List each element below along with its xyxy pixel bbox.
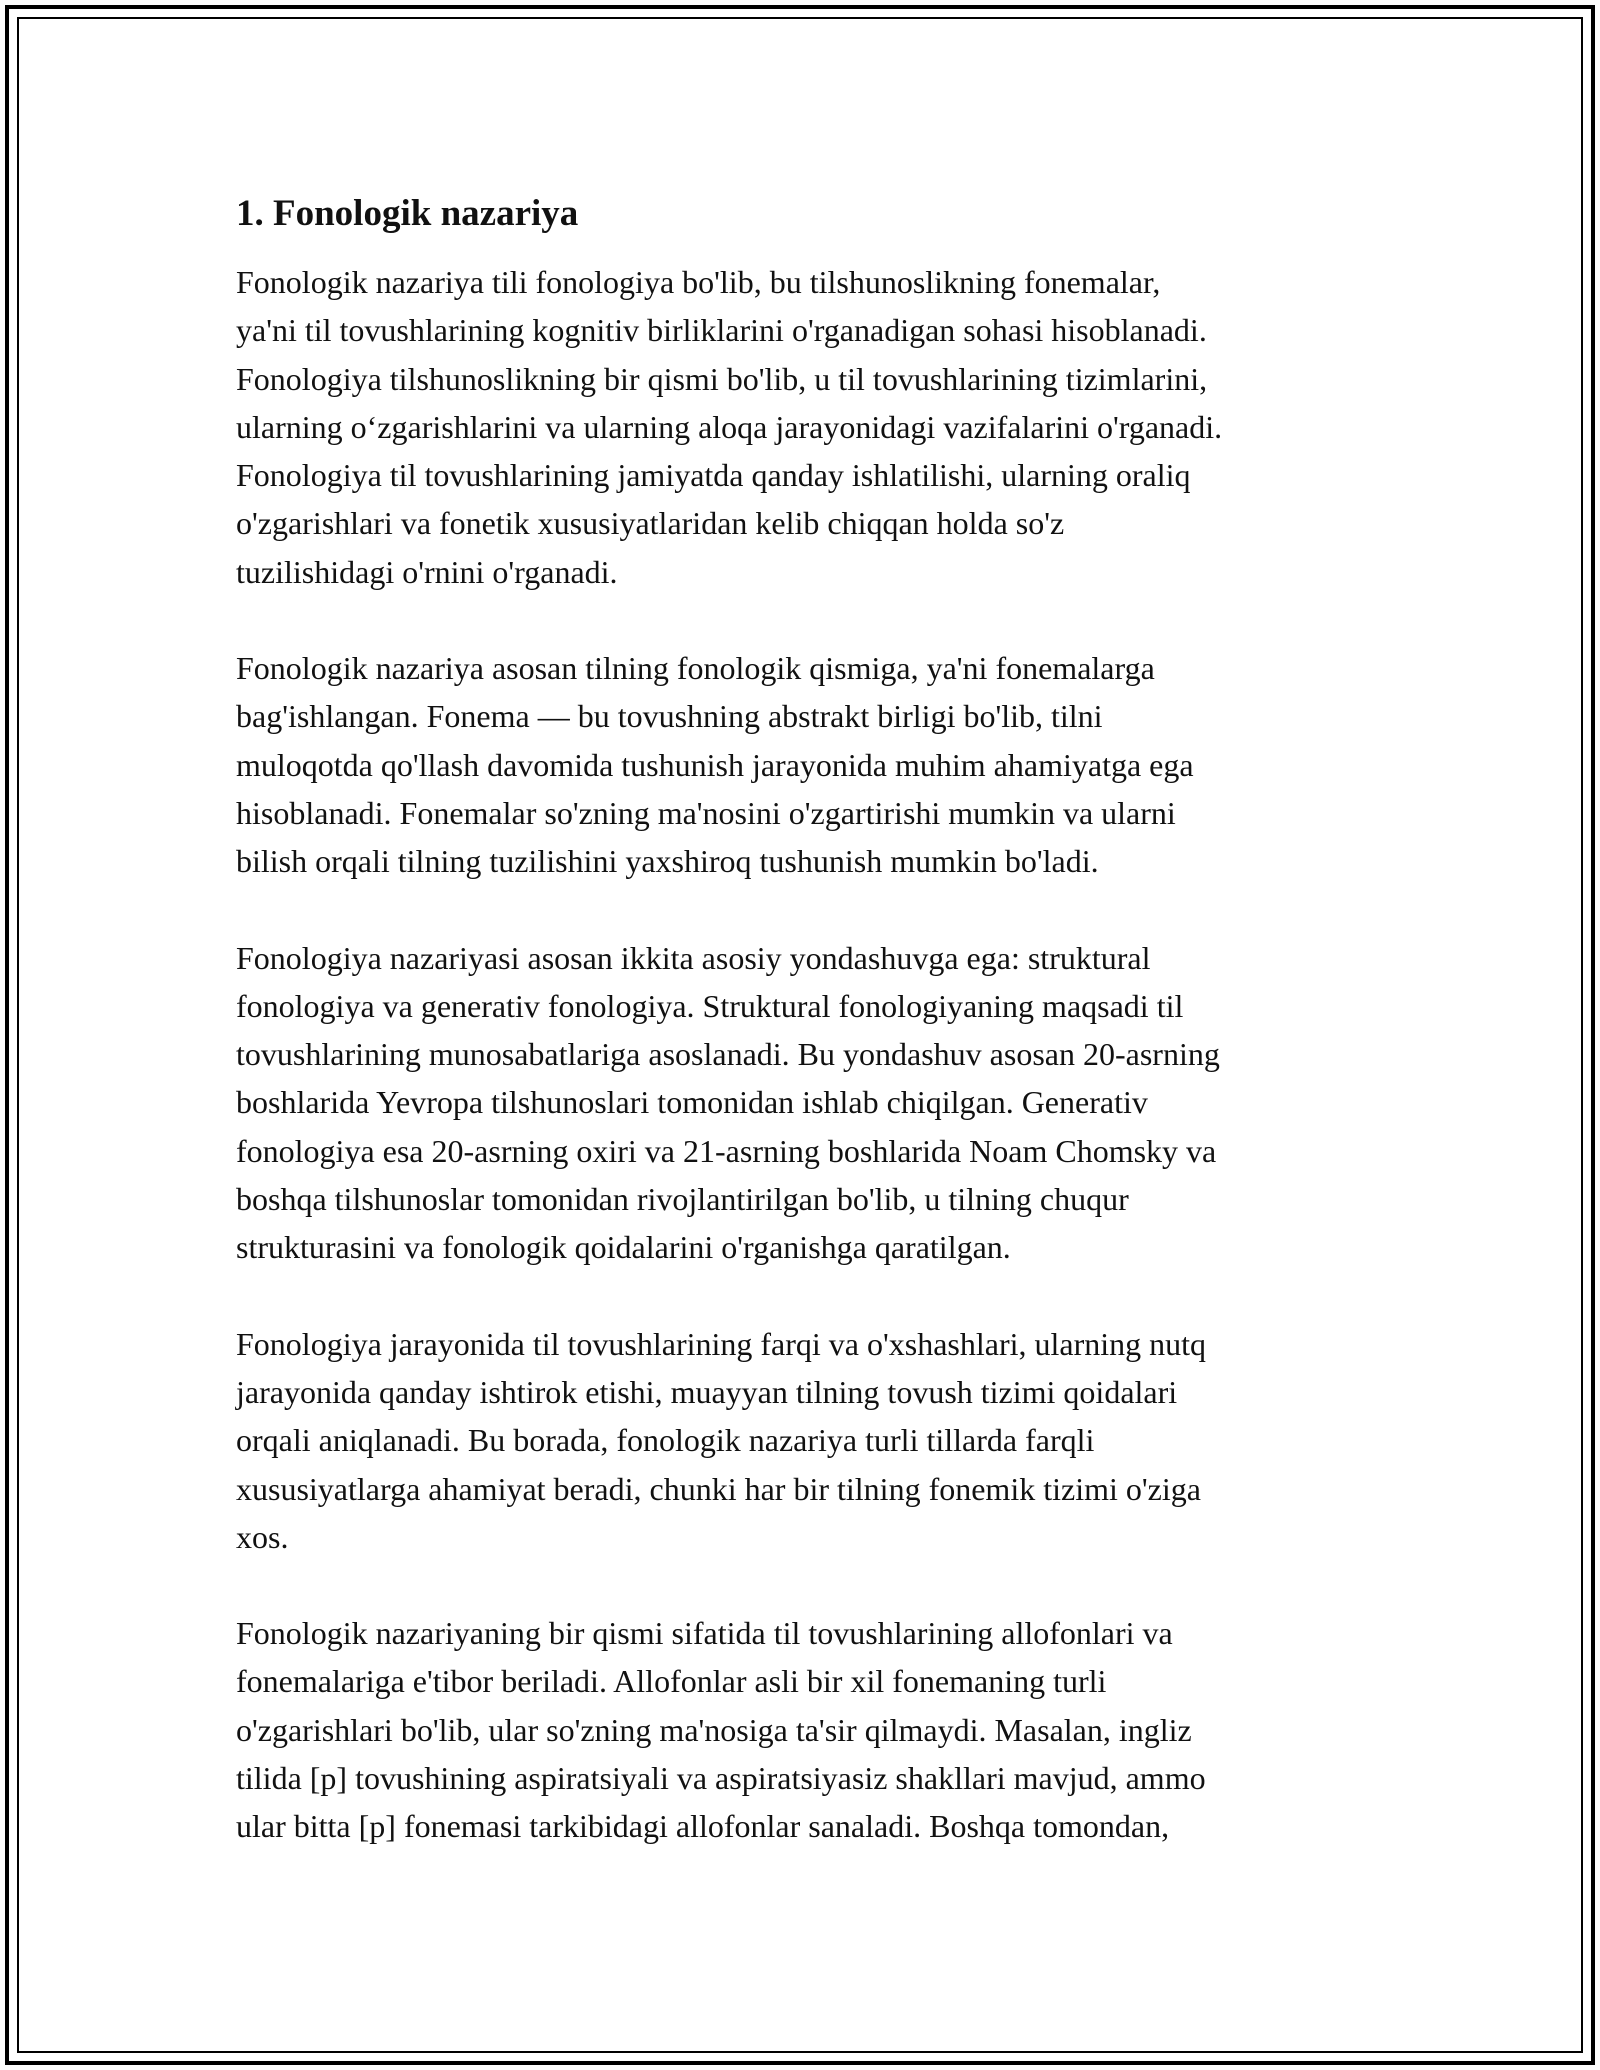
paragraph-1: Fonologik nazariya tili fonologiya bo'lib, bu tilshunoslikning fonemalar, ya'ni til tovushlarining kognitiv birliklarini o'rganadigan sohasi hisoblanadi. Fonologiya tilshunoslikning bir qismi bo'lib, u til tovushlarining tizimlarini, ularning o‘zgarishlarini va ularning aloqa jarayonidagi vazifalarini o'rganadi. Fonologiya til tovushlarining jamiyatda qanday ishlatilishi, ularning oraliq o'zgarishlari va fonetik xususiyatlaridan kelib chiqqan holda so'z tuzilishidagi o'rnini o'rganadi. (236, 264, 1223, 590)
paragraph-4: Fonologiya jarayonida til tovushlarining farqi va o'xshashlari, ularning nutq jarayonida qanday ishtirok etishi, muayyan tilning tovush tizimi qoidalari orqali aniqlanadi. Bu borada, fonologik nazariya turli tillarda farqli xususiyatlarga ahamiyat beradi, chunki har bir tilning fonemik tizimi o'ziga xos. (236, 1325, 1207, 1555)
paragraph-3: Fonologiya nazariyasi asosan ikkita asosiy yondashuvga ega: struktural fonologiya va generativ fonologiya. Struktural fonologiyaning maqsadi til tovushlarining munosabatlariga asoslanadi. Bu yondashuv asosan 20-asrning boshlarida Yevropa tilshunoslari tomonidan ishlab chiqilgan. Generativ fonologiya esa 20-asrning oxiri va 21-asrning boshlarida Noam Chomsky va boshqa tilshunoslar tomonidan rivojlantirilgan bo'lib, u tilning chuqur strukturasini va fonologik qoidalarini o'rganishga qaratilgan. (236, 939, 1220, 1266)
document-body (236, 188, 1376, 1899)
paragraph-5: Fonologik nazariyaning bir qismi sifatida til tovushlarining allofonlari va fonemalariga e'tibor beriladi. Allofonlar asli bir xil fonemaning turli o'zgarishlari bo'lib, ular so'zning ma'nosiga ta'sir qilmaydi. Masalan, ingliz tilida [p] tovushining aspiratsiyali va aspiratsiyasiz shakllari mavjud, ammo ular bitta [p] fonemasi tarkibidagi allofonlar sanaladi. Boshqa tomondan, (236, 1615, 1206, 1845)
paragraph-2: Fonologik nazariya asosan tilning fonologik qismiga, ya'ni fonemalarga bag'ishlangan. Fonema — bu tovushning abstrakt birligi bo'lib, tilni muloqotda qo'llash davomida tushunish jarayonida muhim ahamiyatga ega hisoblanadi. Fonemalar so'zning ma'nosini o'zgartirishi mumkin va ularni bilish orqali tilning tuzilishini yaxshiroq tushunish mumkin bo'ladi. (236, 650, 1194, 880)
section-heading: 1. Fonologik nazariya (236, 193, 579, 234)
